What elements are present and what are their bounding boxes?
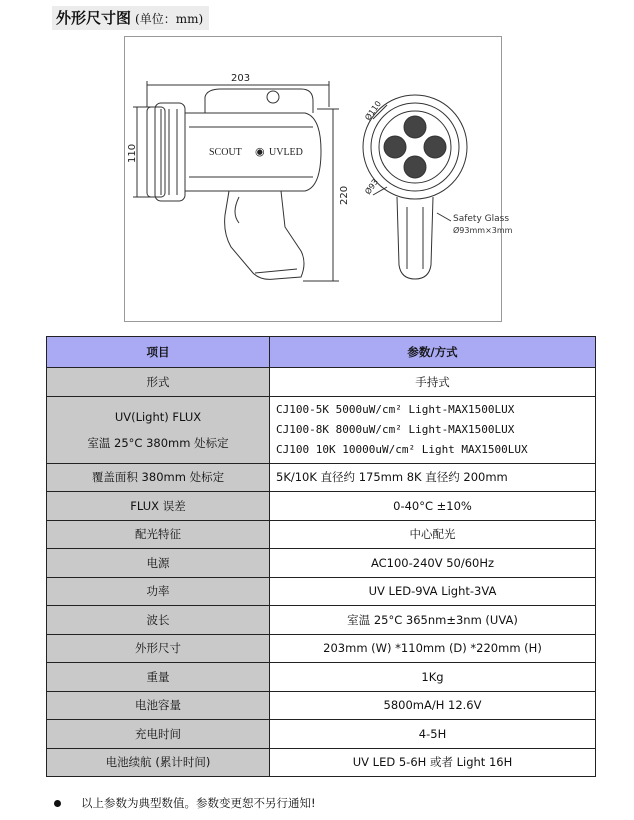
table-row xyxy=(47,606,596,635)
table-row xyxy=(47,549,596,578)
front-grip xyxy=(397,197,433,279)
flux-line: CJ100 10K 10000uW/cm² Light MAX1500LUX xyxy=(276,442,528,456)
table-row xyxy=(47,463,596,492)
row-item: 外形尺寸 xyxy=(47,634,270,663)
row-item: 功率 xyxy=(47,577,270,606)
table-row xyxy=(47,748,596,777)
row-item: 覆盖面积 380mm 处标定 xyxy=(47,463,270,492)
dim-head-label: 110 xyxy=(127,143,138,163)
header-item: 项目 xyxy=(47,337,270,368)
footnote-text: 以上参数为典型数值。参数变更恕不另行通知! xyxy=(81,796,316,810)
flux-line: CJ100-8K 8000uW/cm² Light-MAX1500LUX xyxy=(276,422,515,436)
eye-icon: ◉ xyxy=(255,145,265,158)
dim-length-label: 203 xyxy=(231,73,251,84)
row-item: 充电时间 xyxy=(47,720,270,749)
row-value: 5K/10K 直径约 175mm 8K 直径约 200mm xyxy=(270,463,596,492)
brand-left: SCOUT xyxy=(209,147,242,158)
row-value: 203mm (W) *110mm (D) *220mm (H) xyxy=(270,634,596,663)
row-value: 中心配光 xyxy=(270,520,596,549)
table-row xyxy=(47,720,596,749)
led-bottom xyxy=(404,156,426,178)
table-row xyxy=(47,634,596,663)
dim-total-label: 220 xyxy=(339,185,350,205)
table-row-flux xyxy=(47,396,596,463)
safety-glass-size: Ø93mm×3mm xyxy=(453,226,513,235)
row-item: 配光特征 xyxy=(47,520,270,549)
row-item: FLUX 误差 xyxy=(47,492,270,521)
row-value: UV LED 5-6H 或者 Light 16H xyxy=(270,748,596,777)
drawing-svg xyxy=(125,37,513,321)
table-row xyxy=(47,520,596,549)
dim-glass-diameter: Ø93 xyxy=(363,177,381,197)
carry-handle xyxy=(205,89,313,113)
safety-glass-title: Safety Glass xyxy=(453,214,510,224)
title-unit: (单位：mm) xyxy=(135,12,204,26)
brand-right: UVLED xyxy=(269,147,303,158)
flux-item-line2: 室温 25°C 380mm 处标定 xyxy=(87,435,229,450)
table-header xyxy=(47,337,596,368)
row-value xyxy=(270,396,596,463)
flux-item-line1: UV(Light) FLUX xyxy=(114,409,202,424)
dimension-drawing xyxy=(124,36,513,322)
bullet-icon xyxy=(54,800,61,807)
row-value: UV LED-9VA Light-3VA xyxy=(270,577,596,606)
table-row xyxy=(47,577,596,606)
row-item: 电池容量 xyxy=(47,691,270,720)
row-item xyxy=(47,396,270,463)
row-item: 重量 xyxy=(47,663,270,692)
spec-table xyxy=(46,336,596,777)
table-row xyxy=(47,691,596,720)
led-right xyxy=(424,136,446,158)
table-row xyxy=(47,492,596,521)
row-item: 波长 xyxy=(47,606,270,635)
flux-line: CJ100-5K 5000uW/cm² Light-MAX1500LUX xyxy=(276,402,515,416)
row-value: 1Kg xyxy=(270,663,596,692)
row-value: 5800mA/H 12.6V xyxy=(270,691,596,720)
row-value: AC100-240V 50/60Hz xyxy=(270,549,596,578)
page-title xyxy=(52,6,209,30)
row-value: 室温 25°C 365nm±3nm (UVA) xyxy=(270,606,596,635)
led-top xyxy=(404,116,426,138)
header-param: 参数/方式 xyxy=(270,337,596,368)
row-item: 电源 xyxy=(47,549,270,578)
dim-outer-diameter: Ø110 xyxy=(363,99,384,123)
footnote xyxy=(54,795,316,811)
table-row xyxy=(47,368,596,397)
table-row xyxy=(47,663,596,692)
row-item: 形式 xyxy=(47,368,270,397)
row-value: 0-40°C ±10% xyxy=(270,492,596,521)
lens-ring xyxy=(147,107,165,197)
row-value: 手持式 xyxy=(270,368,596,397)
row-value: 4-5H xyxy=(270,720,596,749)
title-main: 外形尺寸图 xyxy=(56,9,132,27)
row-item: 电池续航 (累计时间) xyxy=(47,748,270,777)
led-left xyxy=(384,136,406,158)
